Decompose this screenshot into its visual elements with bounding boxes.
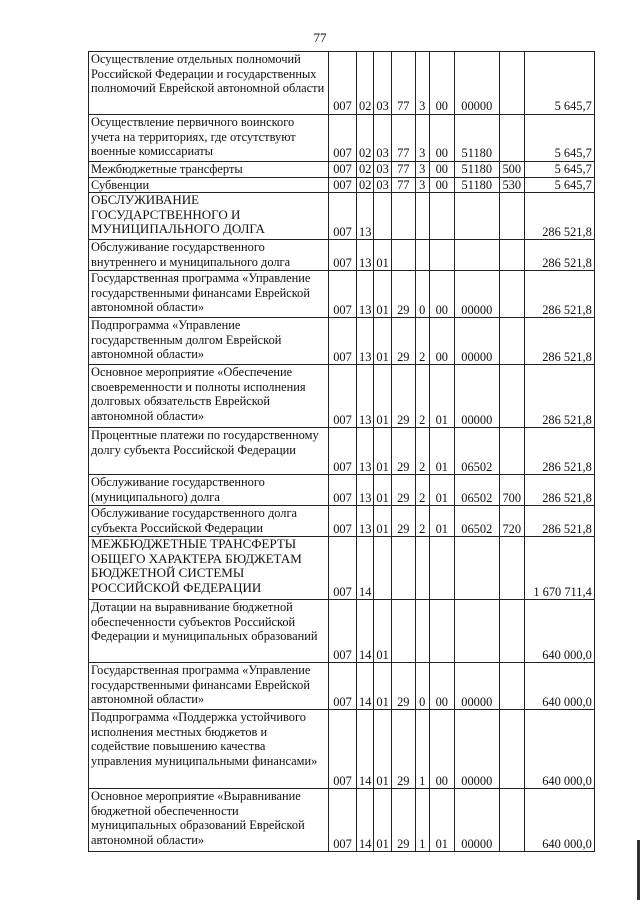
cell-csr-program — [391, 193, 415, 240]
cell-csr-event: 00 — [429, 710, 454, 789]
cell-sum: 286 521,8 — [524, 318, 594, 365]
cell-csr-event — [429, 240, 454, 271]
cell-csr-event: 01 — [429, 506, 454, 537]
cell-vr — [499, 663, 524, 710]
cell-vr — [499, 52, 524, 115]
cell-sum: 5 645,7 — [524, 52, 594, 115]
cell-csr-event — [429, 600, 454, 663]
cell-sum: 640 000,0 — [524, 710, 594, 789]
cell-rz: 13 — [357, 193, 374, 240]
cell-sum: 286 521,8 — [524, 271, 594, 318]
cell-csr-direction: 00000 — [454, 365, 499, 428]
cell-csr-direction: 00000 — [454, 789, 499, 852]
row-name: Обслуживание государственного внутреннего и муниципального долга — [89, 240, 329, 271]
row-name: Основное мероприятие «Выравнивание бюджетной обеспеченности муниципальных образований Еврейской автономной области» — [89, 789, 329, 852]
cell-rz: 13 — [357, 318, 374, 365]
cell-csr-program: 29 — [391, 271, 415, 318]
cell-rz: 02 — [357, 115, 374, 162]
cell-csr-program: 29 — [391, 663, 415, 710]
row-name: Осуществление первичного воинского учета на территориях, где отсутствуют военные комиссариаты — [89, 115, 329, 162]
cell-rz: 02 — [357, 52, 374, 115]
cell-csr-event: 01 — [429, 428, 454, 475]
cell-rz: 14 — [357, 663, 374, 710]
cell-csr-event: 01 — [429, 365, 454, 428]
cell-csr-direction: 06502 — [454, 506, 499, 537]
cell-ved: 007 — [329, 475, 357, 506]
table-row — [89, 506, 595, 537]
row-name: МЕЖБЮДЖЕТНЫЕ ТРАНСФЕРТЫ ОБЩЕГО ХАРАКТЕРА БЮДЖЕТАМ БЮДЖЕТНОЙ СИСТЕМЫ РОССИЙСКОЙ ФЕДЕРАЦИИ — [89, 537, 329, 600]
cell-csr-program: 29 — [391, 710, 415, 789]
cell-rz: 13 — [357, 475, 374, 506]
cell-csr-direction: 06502 — [454, 428, 499, 475]
table-row — [89, 600, 595, 663]
cell-csr-program: 77 — [391, 162, 415, 178]
cell-csr-subprogram — [415, 537, 429, 600]
cell-vr — [499, 710, 524, 789]
cell-sum: 286 521,8 — [524, 506, 594, 537]
cell-csr-event: 00 — [429, 52, 454, 115]
cell-pr: 03 — [374, 52, 391, 115]
table-row — [89, 710, 595, 789]
cell-pr: 03 — [374, 115, 391, 162]
table-row — [89, 52, 595, 115]
cell-sum: 640 000,0 — [524, 789, 594, 852]
cell-csr-event — [429, 193, 454, 240]
cell-vr — [499, 365, 524, 428]
cell-csr-direction: 00000 — [454, 710, 499, 789]
cell-vr: 500 — [499, 162, 524, 178]
cell-pr: 01 — [374, 506, 391, 537]
cell-pr: 01 — [374, 600, 391, 663]
cell-rz: 02 — [357, 177, 374, 193]
cell-sum: 286 521,8 — [524, 240, 594, 271]
cell-pr: 01 — [374, 475, 391, 506]
cell-csr-subprogram — [415, 193, 429, 240]
cell-sum: 5 645,7 — [524, 162, 594, 178]
table-row — [89, 428, 595, 475]
table-row — [89, 663, 595, 710]
row-name: Субвенции — [89, 177, 329, 193]
cell-ved: 007 — [329, 318, 357, 365]
table-row — [89, 475, 595, 506]
cell-vr — [499, 115, 524, 162]
page-number: 77 — [313, 30, 327, 45]
cell-sum: 5 645,7 — [524, 115, 594, 162]
cell-csr-program: 77 — [391, 177, 415, 193]
cell-csr-direction — [454, 193, 499, 240]
row-name: Процентные платежи по государственному долгу субъекта Российской Федерации — [89, 428, 329, 475]
table-row — [89, 193, 595, 240]
cell-pr: 01 — [374, 789, 391, 852]
cell-csr-program: 29 — [391, 428, 415, 475]
cell-csr-program: 29 — [391, 365, 415, 428]
cell-csr-direction: 00000 — [454, 52, 499, 115]
cell-ved: 007 — [329, 271, 357, 318]
cell-ved: 007 — [329, 506, 357, 537]
row-name: Осуществление отдельных полномочий Российской Федерации и государственных полномочий Еврейской автономной области — [89, 52, 329, 115]
cell-vr: 700 — [499, 475, 524, 506]
cell-vr: 720 — [499, 506, 524, 537]
cell-rz: 14 — [357, 600, 374, 663]
table-row — [89, 177, 595, 193]
cell-sum: 1 670 711,4 — [524, 537, 594, 600]
cell-rz: 14 — [357, 710, 374, 789]
cell-ved: 007 — [329, 240, 357, 271]
cell-ved: 007 — [329, 52, 357, 115]
cell-csr-event: 00 — [429, 663, 454, 710]
cell-sum: 640 000,0 — [524, 600, 594, 663]
cell-csr-subprogram: 2 — [415, 365, 429, 428]
row-name: Основное мероприятие «Обеспечение своевременности и полноты исполнения долговых обязательств Еврейской автономной области» — [89, 365, 329, 428]
cell-csr-event: 00 — [429, 271, 454, 318]
cell-pr: 01 — [374, 318, 391, 365]
cell-csr-event: 00 — [429, 318, 454, 365]
cell-vr: 530 — [499, 177, 524, 193]
cell-csr-program: 29 — [391, 506, 415, 537]
cell-rz: 14 — [357, 789, 374, 852]
cell-csr-event: 00 — [429, 162, 454, 178]
cell-csr-subprogram — [415, 600, 429, 663]
budget-table — [88, 51, 595, 852]
row-name: Дотации на выравнивание бюджетной обеспеченности субъектов Российской Федерации и муниципальных образований — [89, 600, 329, 663]
cell-csr-program: 29 — [391, 318, 415, 365]
cell-csr-event — [429, 537, 454, 600]
cell-csr-event: 00 — [429, 177, 454, 193]
table-row — [89, 271, 595, 318]
cell-rz: 13 — [357, 365, 374, 428]
cell-sum: 286 521,8 — [524, 475, 594, 506]
cell-sum: 286 521,8 — [524, 193, 594, 240]
cell-csr-direction: 51180 — [454, 162, 499, 178]
cell-vr — [499, 193, 524, 240]
cell-pr: 03 — [374, 162, 391, 178]
cell-pr: 01 — [374, 663, 391, 710]
cell-csr-direction: 06502 — [454, 475, 499, 506]
cell-ved: 007 — [329, 663, 357, 710]
cell-vr — [499, 271, 524, 318]
cell-csr-subprogram: 3 — [415, 177, 429, 193]
cell-rz: 13 — [357, 428, 374, 475]
cell-vr — [499, 600, 524, 663]
cell-csr-subprogram: 0 — [415, 663, 429, 710]
cell-csr-direction: 00000 — [454, 271, 499, 318]
cell-rz: 13 — [357, 506, 374, 537]
table-row — [89, 537, 595, 600]
cell-ved: 007 — [329, 162, 357, 178]
cell-pr: 01 — [374, 710, 391, 789]
cell-ved: 007 — [329, 600, 357, 663]
cell-pr: 01 — [374, 365, 391, 428]
cell-vr — [499, 318, 524, 365]
cell-csr-direction — [454, 240, 499, 271]
cell-csr-subprogram — [415, 240, 429, 271]
cell-csr-subprogram: 0 — [415, 271, 429, 318]
cell-csr-event: 01 — [429, 789, 454, 852]
row-name: ОБСЛУЖИВАНИЕ ГОСУДАРСТВЕННОГО И МУНИЦИПАЛЬНОГО ДОЛГА — [89, 193, 329, 240]
row-name: Межбюджетные трансферты — [89, 162, 329, 178]
cell-csr-program: 77 — [391, 115, 415, 162]
cell-csr-program — [391, 537, 415, 600]
cell-csr-program — [391, 240, 415, 271]
cell-ved: 007 — [329, 428, 357, 475]
table-body — [89, 52, 595, 852]
row-name: Подпрограмма «Поддержка устойчивого исполнения местных бюджетов и содействие повышению качества управления муниципальными финансами» — [89, 710, 329, 789]
cell-sum: 286 521,8 — [524, 428, 594, 475]
cell-rz: 14 — [357, 537, 374, 600]
cell-csr-program: 77 — [391, 52, 415, 115]
cell-rz: 13 — [357, 240, 374, 271]
cell-pr: 01 — [374, 428, 391, 475]
cell-ved: 007 — [329, 789, 357, 852]
cell-csr-subprogram: 3 — [415, 162, 429, 178]
cell-ved: 007 — [329, 177, 357, 193]
cell-csr-direction: 51180 — [454, 115, 499, 162]
cell-csr-subprogram: 2 — [415, 318, 429, 365]
cell-csr-event: 00 — [429, 115, 454, 162]
cell-pr: 01 — [374, 271, 391, 318]
table-row — [89, 162, 595, 178]
cell-vr — [499, 240, 524, 271]
table-row — [89, 365, 595, 428]
cell-vr — [499, 537, 524, 600]
cell-ved: 007 — [329, 365, 357, 428]
row-name: Обслуживание государственного (муниципального) долга — [89, 475, 329, 506]
cell-csr-direction: 00000 — [454, 663, 499, 710]
cell-pr — [374, 193, 391, 240]
row-name: Подпрограмма «Управление государственным долгом Еврейской автономной области» — [89, 318, 329, 365]
cell-csr-event: 01 — [429, 475, 454, 506]
cell-csr-subprogram: 2 — [415, 475, 429, 506]
cell-pr: 01 — [374, 240, 391, 271]
cell-rz: 02 — [357, 162, 374, 178]
cell-csr-subprogram: 3 — [415, 52, 429, 115]
table-row — [89, 115, 595, 162]
table-row — [89, 318, 595, 365]
cell-pr: 03 — [374, 177, 391, 193]
cell-rz: 13 — [357, 271, 374, 318]
cell-csr-subprogram: 3 — [415, 115, 429, 162]
table-row — [89, 789, 595, 852]
cell-csr-direction — [454, 600, 499, 663]
cell-csr-program — [391, 600, 415, 663]
cell-ved: 007 — [329, 710, 357, 789]
cell-csr-program: 29 — [391, 789, 415, 852]
row-name: Государственная программа «Управление государственными финансами Еврейской автономной области» — [89, 663, 329, 710]
cell-pr — [374, 537, 391, 600]
cell-vr — [499, 789, 524, 852]
cell-csr-direction: 00000 — [454, 318, 499, 365]
table-row — [89, 240, 595, 271]
cell-sum: 640 000,0 — [524, 663, 594, 710]
cell-sum: 5 645,7 — [524, 177, 594, 193]
cell-vr — [499, 428, 524, 475]
cell-ved: 007 — [329, 537, 357, 600]
cell-csr-subprogram: 2 — [415, 506, 429, 537]
cell-csr-subprogram: 1 — [415, 789, 429, 852]
row-name: Обслуживание государственного долга субъекта Российской Федерации — [89, 506, 329, 537]
row-name: Государственная программа «Управление государственными финансами Еврейской автономной области» — [89, 271, 329, 318]
cell-ved: 007 — [329, 193, 357, 240]
cell-ved: 007 — [329, 115, 357, 162]
cell-csr-subprogram: 2 — [415, 428, 429, 475]
cell-csr-program: 29 — [391, 475, 415, 506]
cell-csr-subprogram: 1 — [415, 710, 429, 789]
cell-csr-direction — [454, 537, 499, 600]
cell-sum: 286 521,8 — [524, 365, 594, 428]
cell-csr-direction: 51180 — [454, 177, 499, 193]
